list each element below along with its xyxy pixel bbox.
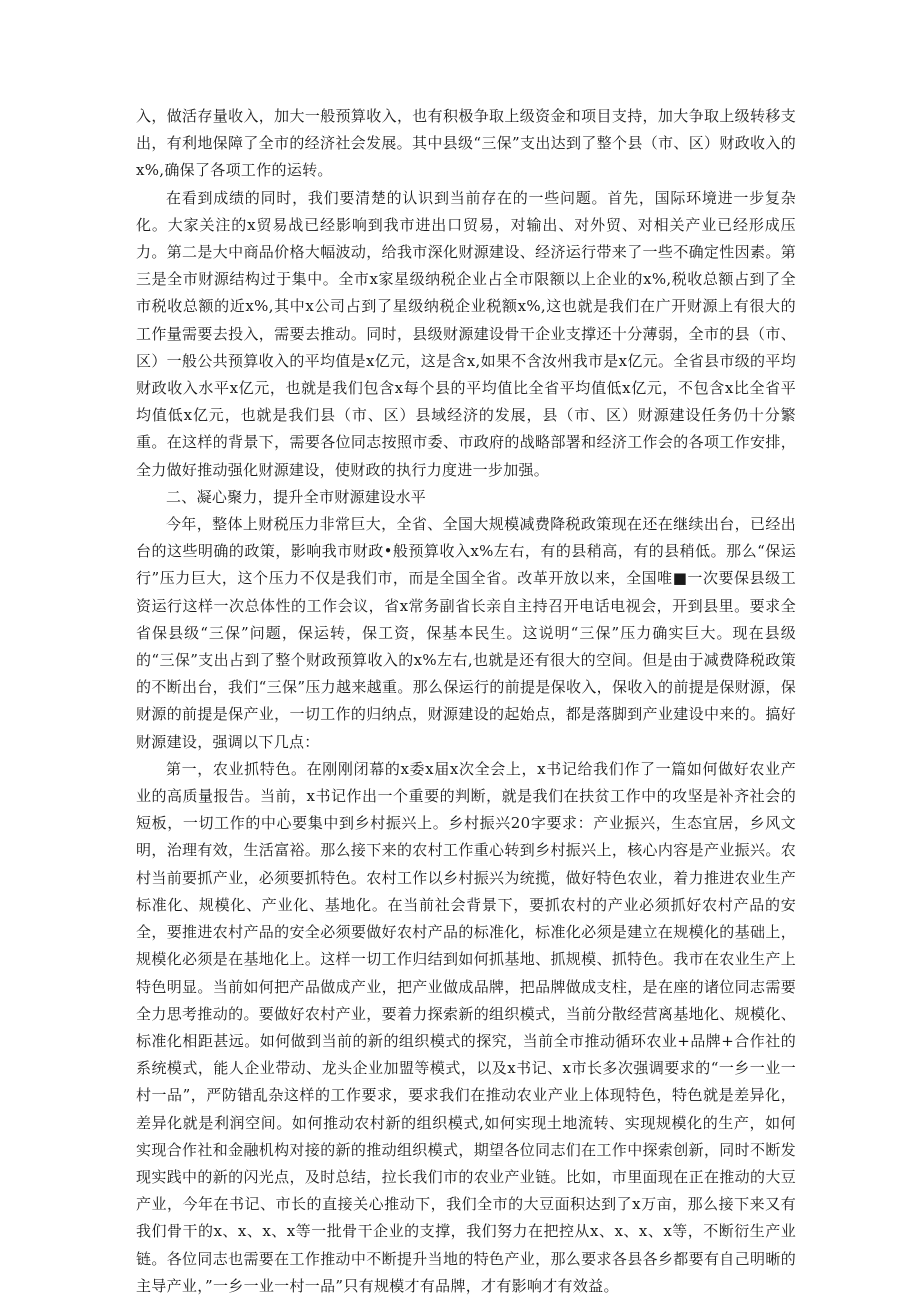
paragraph-fiscal-pressure: 今年，整体上财税压力非常巨大，全省、全国大规模减费降税政策现在还在继续出台，已经出台的这些明确的政策，影响我市财政•般预算收入x%左右，有的县稍高，有的县稍低。那么“保运行”压力巨大，这个压力不仅是我们市，而是全国全省。改革开放以来，全国唯■一次要保县级工资运行这样一次总体性的工作会议，省x常务副省长亲自主持召开电话电视会，开到县里。要求全省保县级“三保”问题，保运转，保工资，保基本民生。这说明“三保”压力确实巨大。现在县级的“三保”支出占到了整个财政预算收入的x%左右,也就是还有很大的空间。但是由于减费降税政策的不断出台，我们“三保”压力越来越重。那么保运行的前提是保收入，保收入的前提是保财源，保财源的前提是保产业，一切工作的归纳点，财源建设的起始点，都是落脚到产业建设中来的。搞好财源建设，强调以下几点： (136, 515, 796, 751)
document-page (136, 103, 796, 1300)
paragraph-continuation: 入，做活存量收入，加大一般预算收入，也有积极争取上级资金和项目支持，加大争取上级转移支出，有利地保障了全市的经济社会发展。其中县级“三保”支出达到了整个县（市、区）财政收入的x%,确保了各项工作的运转。 (136, 107, 796, 180)
paragraph-agriculture: 第一，农业抓特色。在刚刚闭幕的x委x届x次全会上，x书记给我们作了一篇如何做好农业产业的高质量报告。当前，x书记作出一个重要的判断，就是我们在扶贫工作中的攻坚是补齐社会的短板，一切工作的中心要集中到乡村振兴上。乡村振兴20字要求：产业振兴，生态宜居，乡风文明，治理有效，生活富裕。那么接下来的农村工作重心转到乡村振兴上，核心内容是产业振兴。农村当前要抓产业，必须要抓特色。农村工作以乡村振兴为统揽，做好特色农业，着力推进农业生产标准化、规模化、产业化、基地化。在当前社会背景下，要抓农村的产业必须抓好农村产品的安全，要推进农村产品的安全必须要做好农村产品的标准化，标准化必须是建立在规模化的基础上，规模化必须是在基地化上。这样一切工作归结到如何抓基地、抓规模、抓特色。我市在农业生产上特色明显。当前如何把产品做成产业，把产业做成品牌，把品牌做成支柱，是在座的诸位同志需要全力思考推动的。要做好农村产业，要着力探索新的组织模式，当前分散经营离基地化、规模化、标准化相距甚远。如何做到当前的新的组织模式的探究，当前全市推动循环农业+品牌+合作社的系统模式，能人企业带动、龙头企业加盟等模式，以及x书记、x市长多次强调要求的“一乡一业一村一品”，严防错乱杂这样的工作要求，要求我们在推动农业产业上体现特色，特色就是差异化，差异化就是利润空间。如何推动农村新的组织模式,如何实现土地流转、实现规模化的生产，如何实现合作社和金融机构对接的新的推动组织模式，期望各位同志们在工作中探索创新，同时不断发现实践中的新的闪光点，及时总结，拉长我们市的农业产业链。比如，市里面现在正在推动的大豆产业，今年在书记、市长的直接关心推动下，我们全市的大豆面积达到了x万亩，那么接下来又有我们骨干的x、x、x、x等一批骨干企业的支撑，我们努力在把控从x、x、x、x等，不断衍生产业链。各位同志也需要在工作推动中不断提升当地的特色产业，那么要求各县各乡都要有自己明晰的主导产业，”一乡一业一村一品”只有规模才有品牌，才有影响才有效益。 (136, 759, 796, 1295)
section-heading: 二、凝心聚力，提升全市财源建设水平 (166, 487, 427, 506)
paragraph-problems: 在看到成绩的同时，我们要清楚的认识到当前存在的一些问题。首先，国际环境进一步复杂化。大家关注的x贸易战已经影响到我市进出口贸易，对输出、对外贸、对相关产业已经形成压力。第二是大中商品价格大幅波动，给我市深化财源建设、经济运行带来了一些不确定性因素。第三是全市财源结构过于集中。全市x家星级纳税企业占全市限额以上企业的x%,税收总额占到了全市税收总额的近x%,其中x公司占到了星级纳税企业税额x%,这也就是我们在广开财源上有很大的工作量需要去投入，需要去推动。同时，县级财源建设骨干企业支撑还十分薄弱，全市的县（市、区）一般公共预算收入的平均值是x亿元，这是含x,如果不含汝州我市是x亿元。全省县市级的平均财政收入水平x亿元，也就是我们包含x每个县的平均值比全省平均值低x亿元，不包含x比全省平均值低x亿元，也就是我们县（市、区）县域经济的发展，县（市、区）财源建设任务仍十分繁重。在这样的背景下，需要各位同志按照市委、市政府的战略部署和经济工作会的各项工作安排，全力做好推动强化财源建设，使财政的执行力度进一步加强。 (136, 188, 796, 479)
